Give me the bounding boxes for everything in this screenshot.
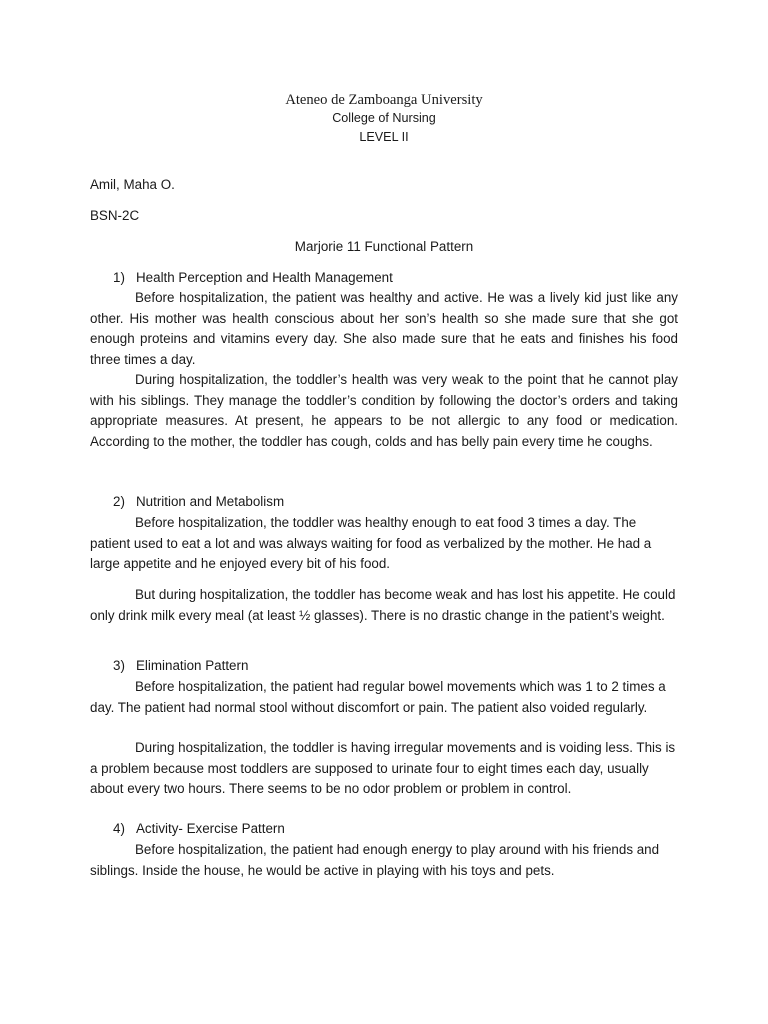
section-heading-4 xyxy=(113,821,285,836)
section-number: 3) xyxy=(113,658,125,673)
paragraph: Before hospitalization, the patient had enough energy to play around with his friends and siblings. Inside the house, he would be active in playing with his toys and pets. xyxy=(90,842,660,878)
student-section: BSN-2C xyxy=(90,208,140,223)
paragraph: During hospitalization, the toddler’s health was very weak to the point that he cannot play with his siblings. They manage the toddler’s condition by following the doctor’s orders and taking appropriate measures. At present, he appears to be not allergic to any food or medication. According to the mother, the toddler has cough, colds and has belly pain every time he coughs. xyxy=(90,372,678,449)
section-number: 1) xyxy=(113,270,125,285)
section-number: 4) xyxy=(113,821,125,836)
paragraph: Before hospitalization, the patient was healthy and active. He was a lively kid just like any other. His mother was health conscious about her son’s health so she made sure that she got enough proteins and vitamins every day. She also made sure that he eats and finishes his food three times a day. xyxy=(90,290,678,367)
student-name: Amil, Maha O. xyxy=(90,177,175,192)
paragraph: But during hospitalization, the toddler has become weak and has lost his appetite. He could only drink milk every meal (at least ½ glasses). There is no drastic change in the patient’s weight. xyxy=(90,587,676,623)
paragraph: During hospitalization, the toddler is having irregular movements and is voiding less. This is a problem because most toddlers are supposed to urinate four to eight times each day, usually about every two hours. There seems to be no odor problem or problem in control. xyxy=(90,740,676,797)
section-heading-2 xyxy=(113,494,284,509)
university-name: Ateneo de Zamboanga University xyxy=(285,92,483,108)
section-title: Nutrition and Metabolism xyxy=(136,494,285,509)
section-heading-1 xyxy=(113,270,393,285)
document-title: Marjorie 11 Functional Pattern xyxy=(294,239,474,254)
level-label: LEVEL II xyxy=(359,130,409,144)
section-heading-3 xyxy=(113,658,248,673)
section-title: Health Perception and Health Management xyxy=(136,270,393,285)
paragraph: Before hospitalization, the patient had regular bowel movements which was 1 to 2 times a day. The patient had normal stool without discomfort or pain. The patient also voided regularly. xyxy=(90,679,666,715)
section-title: Elimination Pattern xyxy=(136,658,249,673)
section-number: 2) xyxy=(113,494,125,509)
section-title: Activity- Exercise Pattern xyxy=(136,821,285,836)
college-name: College of Nursing xyxy=(332,111,436,125)
paragraph: Before hospitalization, the toddler was healthy enough to eat food 3 times a day. The patient used to eat a lot and was always waiting for food as verbalized by the mother. He had a large appetite and he enjoyed every bit of his food. xyxy=(90,515,652,572)
